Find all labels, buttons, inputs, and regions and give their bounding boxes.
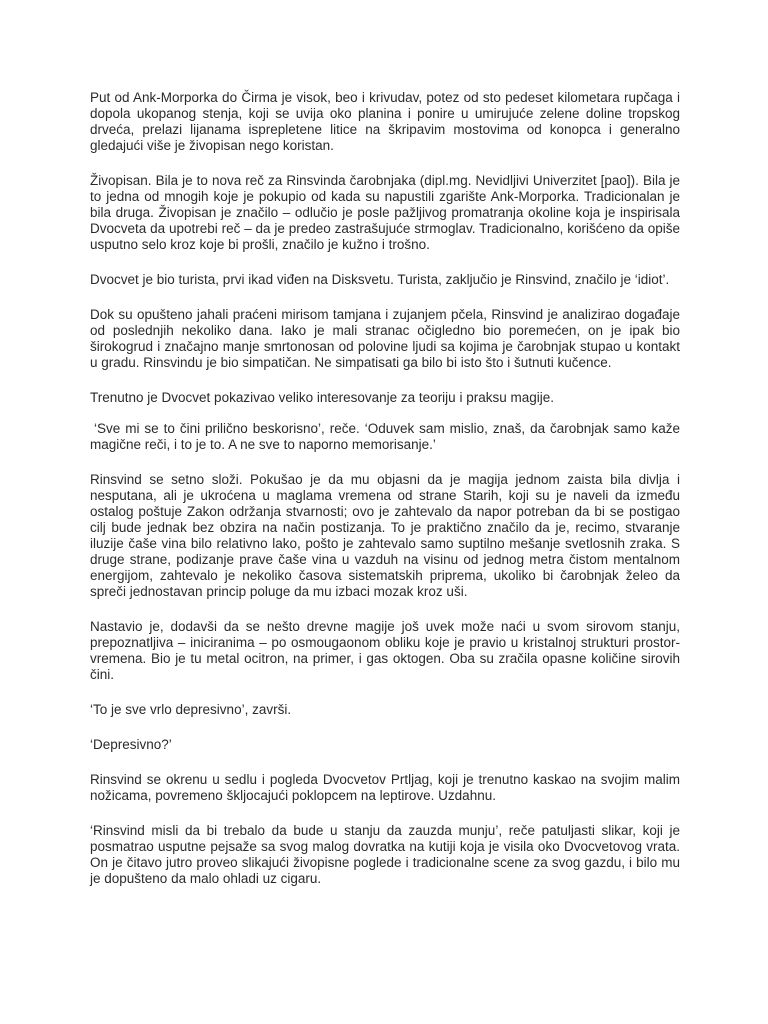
paragraph-6: ‘Sve mi se to čini prilično beskorisno’, reče. ‘Oduvek sam mislio, znaš, da čarobnjak samo kaže magične reči, i to je to. A ne sve to naporno memorisanje.’ xyxy=(90,421,680,452)
paragraph-2: Živopisan. Bila je to nova reč za Rinsvinda čarobnjaka (dipl.mg. Nevidljivi Univerzitet [pao]). Bila je to jedna od mnogih koje je pokupio od kada su napustili zgarište Ank-Morporka. Tradicionalan je bila druga. Živopisan je značilo – odlučio je posle pažljivog promatranja okoline koja je inspirisala Dvocveta da upotrebi reč – da je predeo zastrašujuće strmoglav. Tradicionalno, korišćeno da opiše usputno selo kroz koje bi prošli, značilo je kužno i trošno. xyxy=(90,173,680,252)
paragraph-1: Put od Ank-Morporka do Čirma je visok, beo i krivudav, potez od sto pedeset kilometara rupčaga i dopola ukopanog stenja, koji se uvija oko planina i ponire u umirujuće zelene doline tropskog drveća, prelazi lijanama isprepletene litice na škripavim mostovima od konopca i generalno gledajući više je živopisan nego koristan. xyxy=(90,90,680,153)
paragraph-5: Trenutno je Dvocvet pokazivao veliko interesovanje za teoriju i praksu magije. xyxy=(90,390,554,405)
paragraph-11: Rinsvind se okrenu u sedlu i pogleda Dvocvetov Prtljag, koji je trenutno kaskao na svojim malim nožicama, povremeno škljocajući poklopcem na leptirove. Uzdahnu. xyxy=(90,772,680,803)
paragraph-4: Dok su opušteno jahali praćeni mirisom tamjana i zujanjem pčela, Rinsvind je analizirao događaje od poslednjih nekoliko dana. Iako je mali stranac očigledno bio poremećen, on je ipak bio širokogrud i značajno manje smrtonosan od polovine ljudi sa kojima je čarobnjak stupao u kontakt u gradu. Rinsvindu je bio simpatičan. Ne simpatisati ga bilo bi isto što i šutnuti kučence. xyxy=(90,307,680,370)
paragraph-12: ‘Rinsvind misli da bi trebalo da bude u stanju da zauzda munju’, reče patuljasti slikar, koji je posmatrao usputne pejsaže sa svog malog dovratka na kutiji koja je visila oko Dvocvetovog vrata. On je čitavo jutro proveo slikajući živopisne poglede i tradicionalne scene za svog gazdu, i bilo mu je dopušteno da malo ohladi uz cigaru. xyxy=(90,823,680,886)
paragraph-10: ‘Depresivno?’ xyxy=(90,737,172,752)
paragraph-8: Nastavio je, dodavši da se nešto drevne magije još uvek može naći u svom sirovom stanju, prepoznatljiva – iniciranima – po osmougaonom obliku koje je pravio u kristalnoj strukturi prostor-vremena. Bio je tu metal ocitron, na primer, i gas oktogen. Oba su zračila opasne količine sirovih čini. xyxy=(90,619,680,682)
paragraph-7: Rinsvind se setno složi. Pokušao je da mu objasni da je magija jednom zaista bila divlja i nesputana, ali je ukroćena u maglama vremena od strane Starih, koji su je naveli da između ostalog poštuje Zakon održanja stvarnosti; ovo je zahtevalo da napor potreban da bi se postigao cilj bude jednak bez obzira na način postizanja. To je praktično značilo da je, recimo, stvaranje iluzije čaše vina bilo relativno lako, pošto je zahtevalo samo suptilno mešanje svetlosnih zraka. S druge strane, podizanje prave čaše vina u vazduh na visinu od jednog metra čistom mentalnom energijom, zahtevalo je nekoliko časova sistematskih priprema, ukoliko bi čarobnjak želeo da spreči jednostavan princip poluge da mu izbaci mozak kroz uši. xyxy=(90,472,680,599)
paragraph-3: Dvocvet je bio turista, prvi ikad viđen na Disksvetu. Turista, zaključio je Rinsvind, značilo je ‘idiot’. xyxy=(90,272,670,287)
paragraph-9: ‘To je sve vrlo depresivno’, završi. xyxy=(90,702,292,717)
